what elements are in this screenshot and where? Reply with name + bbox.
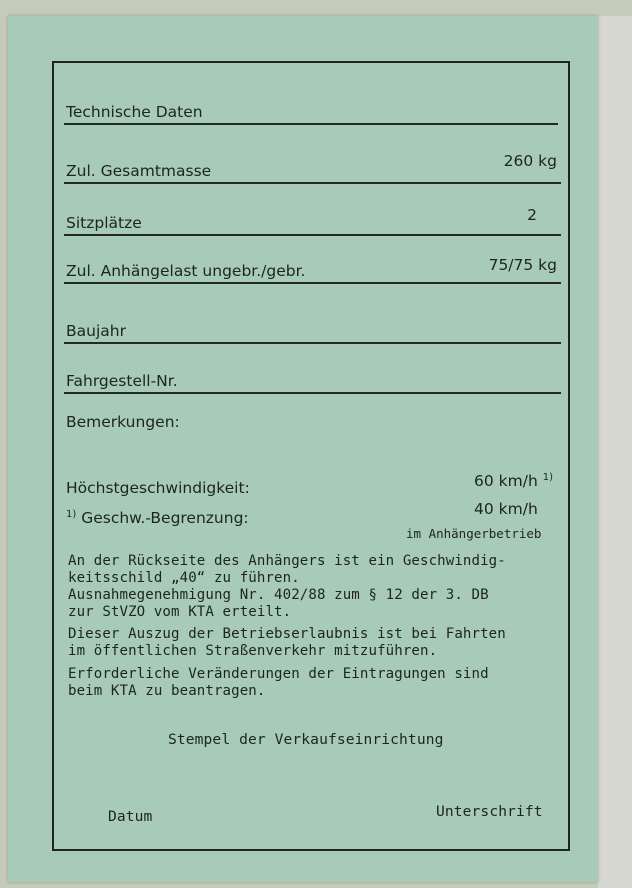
- field-value-trailer-load: 75/75 kg: [488, 256, 557, 274]
- field-label-chassis-number: Fahrgestell-Nr.: [66, 372, 178, 390]
- speed-label: Höchstgeschwindigkeit:: [66, 479, 250, 497]
- notes-line: An der Rückseite des Anhängers ist ein Geschwindig-: [68, 553, 506, 569]
- notes-line: im öffentlichen Straßenverkehr mitzuführen.: [68, 643, 438, 659]
- field-rule: [64, 182, 561, 184]
- notes-line: beim KTA zu beantragen.: [68, 683, 266, 699]
- title-line: [64, 97, 558, 125]
- limit-footnote-marker: 1): [66, 509, 77, 520]
- field-label-seats: Sitzplätze: [66, 214, 142, 232]
- stamp-label: Stempel der Verkaufseinrichtung: [168, 731, 444, 748]
- card-frame: [52, 61, 570, 851]
- speed-footnote: 1): [542, 472, 553, 483]
- field-trailer-load: [64, 256, 561, 284]
- field-total-mass: [64, 152, 561, 184]
- field-value-seats: 2: [527, 206, 537, 224]
- field-rule: [64, 392, 561, 394]
- field-rule: [64, 342, 561, 344]
- field-rule: [64, 234, 561, 236]
- limit-note: im Anhängerbetrieb: [406, 526, 542, 541]
- background-edge: [598, 16, 632, 888]
- signature-label: Unterschrift: [436, 803, 543, 820]
- field-seats: [64, 208, 561, 236]
- limit-value: 40 km/h: [474, 500, 538, 518]
- notes-line: keitsschild „40“ zu führen.: [68, 570, 300, 586]
- notes-line: Erforderliche Veränderungen der Eintragungen sind: [68, 666, 489, 682]
- limit-label: $^{1)}$ Geschw.-Begrenzung:: [66, 509, 249, 528]
- field-label-total-mass: Zul. Gesamtmasse: [66, 162, 212, 180]
- field-chassis-number: [64, 366, 561, 394]
- date-label: Datum: [108, 808, 153, 825]
- field-label-year: Baujahr: [66, 322, 126, 340]
- notes-line: Ausnahmegenehmigung Nr. 402/88 zum § 12 der 3. DB: [68, 587, 489, 603]
- field-rule: [64, 282, 561, 284]
- registration-card: [8, 16, 598, 882]
- field-label-trailer-load: Zul. Anhängelast ungebr./gebr.: [66, 262, 306, 280]
- speed-value: 60 km/h $^{1)}$: [474, 472, 553, 491]
- field-value-total-mass: 260 kg: [503, 152, 557, 170]
- field-year: [64, 316, 561, 344]
- title-underline: [64, 123, 558, 125]
- notes-line: zur StVZO vom KTA erteilt.: [68, 604, 292, 620]
- remarks-label: Bemerkungen:: [66, 413, 180, 431]
- notes-line: Dieser Auszug der Betriebserlaubnis ist bei Fahrten: [68, 626, 506, 642]
- page-title: Technische Daten: [66, 103, 203, 121]
